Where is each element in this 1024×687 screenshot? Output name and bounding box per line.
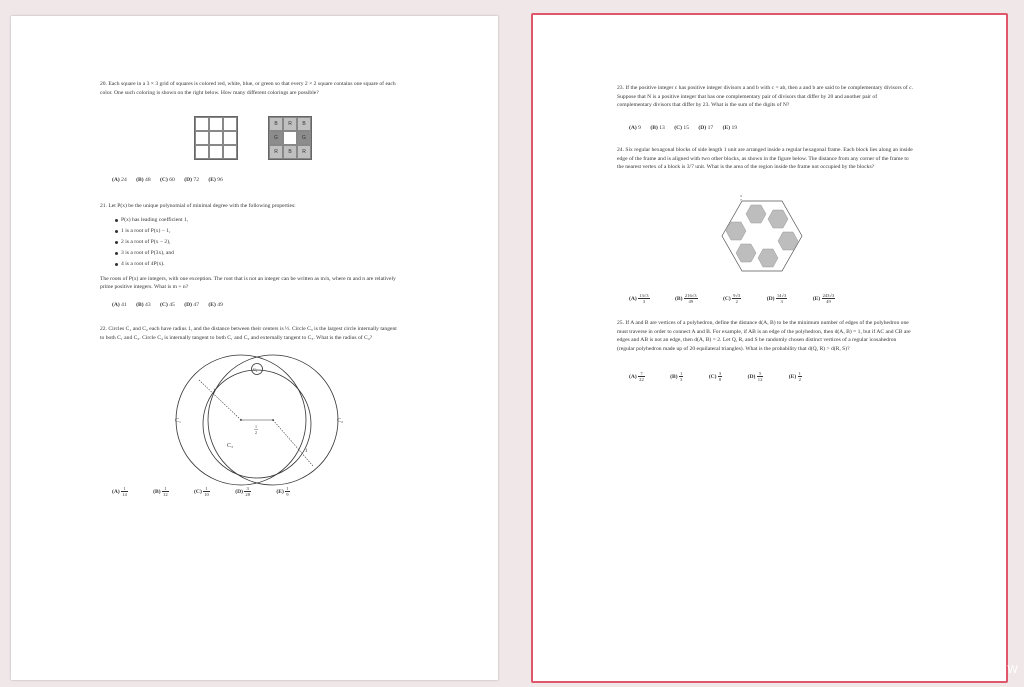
problem-22-text: 22. Circles C₁ and C₂ each have radius 1, and the distance between their centers is ½. Circle C₃ is the largest circle internally tangent to both C₁ and C₂. Circle C₄ is internally tangent to both C₁ and C₂ and externally tangent to C₃. What is the radius of C₄? (100, 326, 397, 341)
problem-21-properties (112, 215, 398, 271)
label-3-over-7-n: 3 (740, 194, 742, 198)
problem-24 (617, 146, 913, 172)
problem-21-outro: The roots of P(x) are integers, with one exception. The root that is not an integer can be written as m/n, where m and n are relatively prime positive integers. What is m + n? (100, 275, 396, 291)
problem-24-text: 24. Six regular hexagonal blocks of side length 1 unit are arranged inside a regular hexagonal frame. Each block lies along an inside edge of the frame and is aligned with two other blocks, as shown in the figure below. The distance from any corner of the frame to the nearest vertex of a block is 3/7 unit. What is the area of the region inside the frame not occupied by the blocks? (617, 147, 913, 171)
label-half-n: 1 (255, 424, 257, 429)
problem-23-choices: (A) 9 (B) 13 (C) 15 (D) 17 (E) 19 (629, 125, 738, 131)
problem-23-text: 23. If the positive integer c has positive integer divisors a and b with c = ab, then a and b are said to be complementary divisors of c. Suppose that N is a positive integer that has one complementary pair of divisors that differ by 20 and another pair of complementary divisors that differ by 23. What is the sum of the digits of N? (617, 85, 913, 109)
problem-25 (617, 319, 913, 353)
label-3-over-7-d: 7 (740, 198, 742, 202)
choice-a: (A) 24 (112, 177, 127, 183)
problem-20 (100, 80, 398, 97)
choice-c: (C) 60 (160, 177, 175, 183)
problem-25-choices: (A) $\frac{7}{22}$ (B) $\frac{1}{3}$ (C) $\frac{3}{8}$ (D) $\frac{5}{12}$ (E) $\frac{1}{2}$ (629, 371, 801, 383)
property-item: 3 is a root of P(3x), and (121, 248, 398, 259)
choice-b: (B) 48 (136, 177, 151, 183)
choice-e: (E) 96 (208, 177, 223, 183)
property-item: P(x) has leading coefficient 1, (121, 215, 398, 226)
problem-20-empty-grid (194, 116, 238, 160)
grid-cell: G (297, 131, 311, 145)
label-half-d: 2 (255, 430, 257, 435)
grid-cell: R (269, 145, 283, 159)
property-item: 1 is a root of P(x) − 1, (121, 226, 398, 237)
problem-20-choices (112, 177, 231, 183)
grid-cell: G (269, 131, 283, 145)
grid-cell: B (297, 117, 311, 131)
problem-22-figure (161, 352, 351, 492)
grid-cell: B (283, 145, 297, 159)
problem-20-text: 20. Each square in a 3 × 3 grid of squares is colored red, white, blue, or green so that every 2 × 2 square contains one square of each color. One such coloring is shown on the right below. How many different colorings are possible? (100, 81, 396, 96)
property-item: 2 is a root of P(x − 2), (121, 237, 398, 248)
problem-24-hexagon-figure (717, 193, 807, 279)
problem-23 (617, 84, 913, 110)
grid-cell (283, 131, 297, 145)
problem-24-choices: (A) $\frac{13√3}{3}$ (B) $\frac{216√3}{49}$ (C) $\frac{9√3}{2}$ (D) $\frac{14√3}{3}$ (E) $\frac{243√3}{49}$ (629, 293, 835, 305)
problem-25-text: 25. If A and B are vertices of a polyhedron, define the distance d(A, B) to be the minimum number of edges of the polyhedron one must traverse in order to connect A and B. For example, if AB is an edge of the polyhedron, then d(A, B) = 1, but if AC and CB are edges and AB is not an edge, then d(A, B) = 2. Let Q, R, and S be randomly chosen distinct vertices of a regular icosahedron (regular polyhedron made up of 20 equilateral triangles). What is the probability that d(Q, R) > d(R, S)? (617, 320, 911, 352)
grid-cell: B (269, 117, 283, 131)
label-radius-1b: 1 (305, 449, 308, 454)
problem-21-choices: (A) 41 (B) 43 (C) 45 (D) 47 (E) 49 (112, 302, 223, 308)
label-radius-1a: 1 (213, 389, 216, 394)
problem-22 (100, 325, 398, 342)
label-c3: C₃ (227, 443, 234, 449)
corner-watermark: 育 W (992, 663, 1018, 676)
problem-22-choices: (A) $\frac{1}{14}$ (B) $\frac{1}{12}$ (C) $\frac{1}{10}$ (D) $\frac{3}{28}$ (E) $\frac{1}{9}$ (112, 486, 289, 498)
pdf-page-left[interactable] (11, 16, 498, 680)
problem-21 (100, 202, 398, 292)
grid-cell: R (297, 145, 311, 159)
problem-21-intro: 21. Let P(x) be the unique polynomial of minimal degree with the following properties: (100, 203, 296, 209)
property-item: 4 is a root of 4P(x). (121, 259, 398, 270)
problem-20-colored-grid (268, 116, 312, 160)
choice-d: (D) 72 (184, 177, 199, 183)
pdf-page-right-selected[interactable] (531, 13, 1008, 683)
label-c1: C₁ (175, 418, 182, 424)
grid-cell: R (283, 117, 297, 131)
label-c2: C₂ (337, 418, 344, 424)
label-c4: C₄ (253, 367, 258, 372)
